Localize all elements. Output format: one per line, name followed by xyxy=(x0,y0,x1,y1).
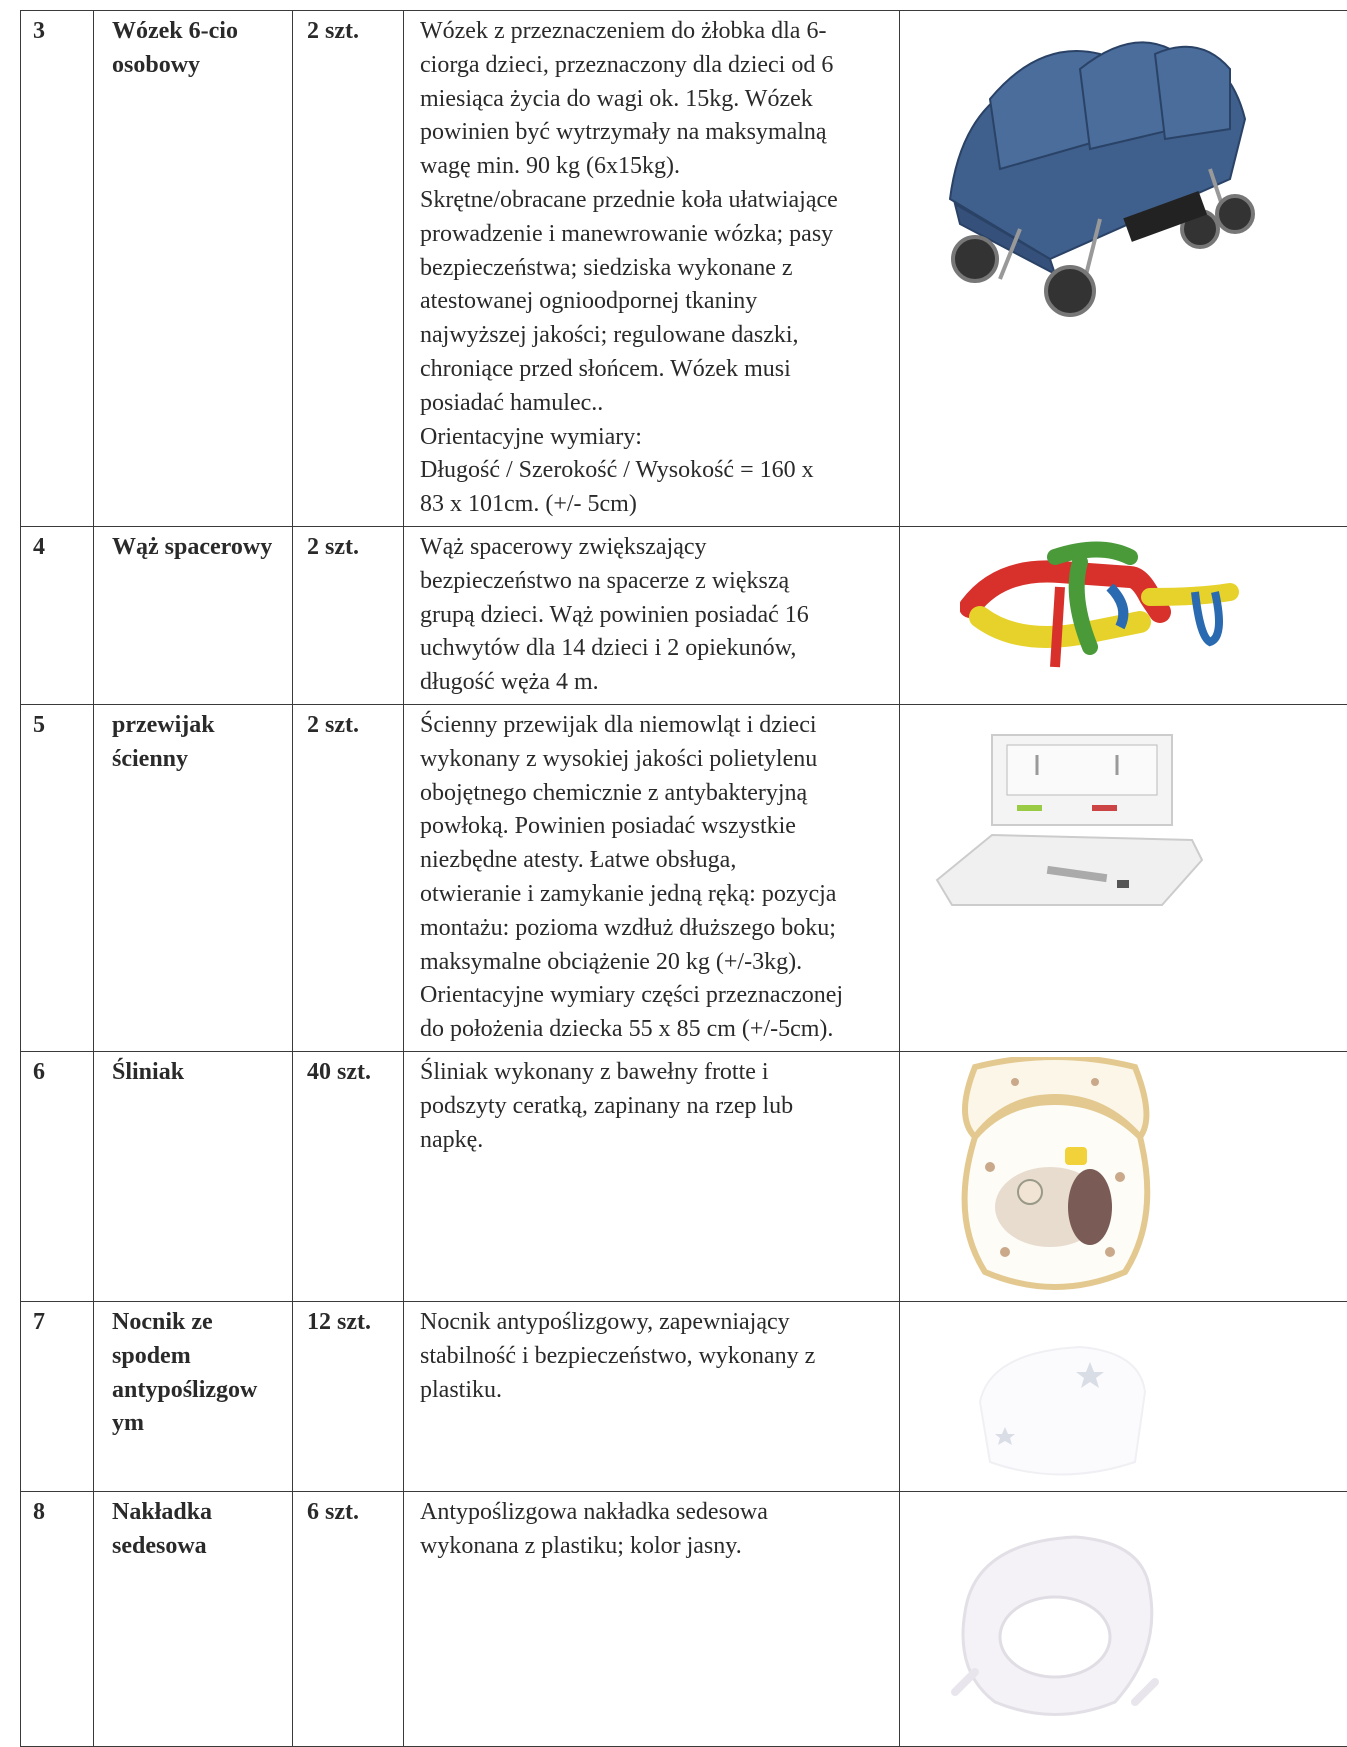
description-line: do położenia dziecka 55 x 85 cm (+/-5cm). xyxy=(420,1013,891,1047)
description-line: montażu: pozioma wzdłuż dłuższego boku; xyxy=(420,912,891,946)
description-line: miesiąca życia do wagi ok. 15kg. Wózek xyxy=(420,83,891,117)
description-line: uchwytów dla 14 dzieci i 2 opiekunów, xyxy=(420,632,891,666)
description-line: Skrętne/obracane przednie koła ułatwiające xyxy=(420,184,891,218)
table-row xyxy=(21,1491,1347,1746)
description-line: chroniące przed słońcem. Wózek musi xyxy=(420,353,891,387)
item-name: Nocnik ze spodem antypoślizgow ym xyxy=(94,1301,293,1491)
description-line: Ścienny przewijak dla niemowląt i dzieci xyxy=(420,709,891,743)
item-image-cell xyxy=(900,1051,1347,1301)
item-quantity: 2 szt. xyxy=(293,704,404,1051)
item-quantity: 2 szt. xyxy=(293,526,404,704)
item-image-cell xyxy=(900,1301,1347,1491)
description-line: atestowanej ognioodpornej tkaniny xyxy=(420,285,891,319)
description-line: podszyty ceratką, zapinany na rzep lub xyxy=(420,1090,891,1124)
potty-image xyxy=(950,1342,1170,1492)
description-line: Wąż spacerowy zwiększający xyxy=(420,531,891,565)
potty-svg xyxy=(950,1342,1170,1492)
item-image-cell xyxy=(900,11,1347,527)
item-quantity: 6 szt. xyxy=(293,1491,404,1746)
product-spec-table xyxy=(20,10,1347,1747)
wall-changing-table-image xyxy=(932,730,1212,930)
description-line: Nocnik antypoślizgowy, zapewniający xyxy=(420,1306,891,1340)
item-description xyxy=(404,1051,900,1301)
description-line: bezpieczeństwo na spacerze z większą xyxy=(420,565,891,599)
item-name: Nakładka sedesowa xyxy=(94,1491,293,1746)
table-row xyxy=(21,1301,1347,1491)
description-line: powinien być wytrzymały na maksymalną xyxy=(420,116,891,150)
item-description xyxy=(404,1491,900,1746)
item-quantity: 40 szt. xyxy=(293,1051,404,1301)
item-description xyxy=(404,526,900,704)
description-line: Długość / Szerokość / Wysokość = 160 x xyxy=(420,454,891,488)
item-name: Wąż spacerowy xyxy=(94,526,293,704)
toilet-seat-svg xyxy=(935,1522,1175,1732)
six-seat-stroller-image xyxy=(930,29,1260,319)
bib-image xyxy=(945,1057,1165,1297)
description-line: Antypoślizgowa nakładka sedesowa xyxy=(420,1496,891,1530)
description-line: Śliniak wykonany z bawełny frotte i xyxy=(420,1056,891,1090)
description-line: Wózek z przeznaczeniem do żłobka dla 6- xyxy=(420,15,891,49)
description-line: 83 x 101cm. (+/- 5cm) xyxy=(420,488,891,522)
item-image-cell xyxy=(900,1491,1347,1746)
description-line: obojętnego chemicznie z antybakteryjną xyxy=(420,777,891,811)
item-quantity: 2 szt. xyxy=(293,11,404,527)
description-line: wykonana z plastiku; kolor jasny. xyxy=(420,1530,891,1564)
table-row xyxy=(21,526,1347,704)
description-line: niezbędne atesty. Łatwe obsługa, xyxy=(420,844,891,878)
description-line: grupą dzieci. Wąż powinien posiadać 16 xyxy=(420,599,891,633)
description-line: napkę. xyxy=(420,1124,891,1158)
description-line: prowadzenie i manewrowanie wózka; pasy xyxy=(420,218,891,252)
item-number: 3 xyxy=(21,11,94,527)
item-number: 7 xyxy=(21,1301,94,1491)
description-line: Orientacyjne wymiary: xyxy=(420,421,891,455)
description-line: długość węża 4 m. xyxy=(420,666,891,700)
description-line: wykonany z wysokiej jakości polietylenu xyxy=(420,743,891,777)
item-number: 5 xyxy=(21,704,94,1051)
walking-snake-image xyxy=(960,537,1260,677)
description-line: Orientacyjne wymiary części przeznaczonej xyxy=(420,979,891,1013)
description-line: bezpieczeństwa; siedziska wykonane z xyxy=(420,252,891,286)
item-name: przewijak ścienny xyxy=(94,704,293,1051)
description-line: plastiku. xyxy=(420,1374,891,1408)
item-name: Śliniak xyxy=(94,1051,293,1301)
table-row xyxy=(21,704,1347,1051)
description-line: powłoką. Powinien posiadać wszystkie xyxy=(420,810,891,844)
description-line: ciorga dzieci, przeznaczony dla dzieci od 6 xyxy=(420,49,891,83)
snake-svg xyxy=(960,537,1260,677)
item-description xyxy=(404,11,900,527)
item-number: 4 xyxy=(21,526,94,704)
bib-svg xyxy=(945,1057,1165,1297)
item-image-cell xyxy=(900,704,1347,1051)
description-line: otwieranie i zamykanie jedną ręką: pozycja xyxy=(420,878,891,912)
item-description xyxy=(404,1301,900,1491)
toilet-seat-image xyxy=(935,1522,1175,1732)
stroller-svg xyxy=(930,29,1260,319)
description-line: maksymalne obciążenie 20 kg (+/-3kg). xyxy=(420,946,891,980)
item-name: Wózek 6-cio osobowy xyxy=(94,11,293,527)
item-number: 8 xyxy=(21,1491,94,1746)
description-line: najwyższej jakości; regulowane daszki, xyxy=(420,319,891,353)
item-description xyxy=(404,704,900,1051)
table-row xyxy=(21,1051,1347,1301)
item-number: 6 xyxy=(21,1051,94,1301)
description-line: posiadać hamulec.. xyxy=(420,387,891,421)
description-line: wagę min. 90 kg (6x15kg). xyxy=(420,150,891,184)
changing-table-svg xyxy=(932,730,1212,930)
table-row xyxy=(21,11,1347,527)
item-quantity: 12 szt. xyxy=(293,1301,404,1491)
item-image-cell xyxy=(900,526,1347,704)
description-line: stabilność i bezpieczeństwo, wykonany z xyxy=(420,1340,891,1374)
